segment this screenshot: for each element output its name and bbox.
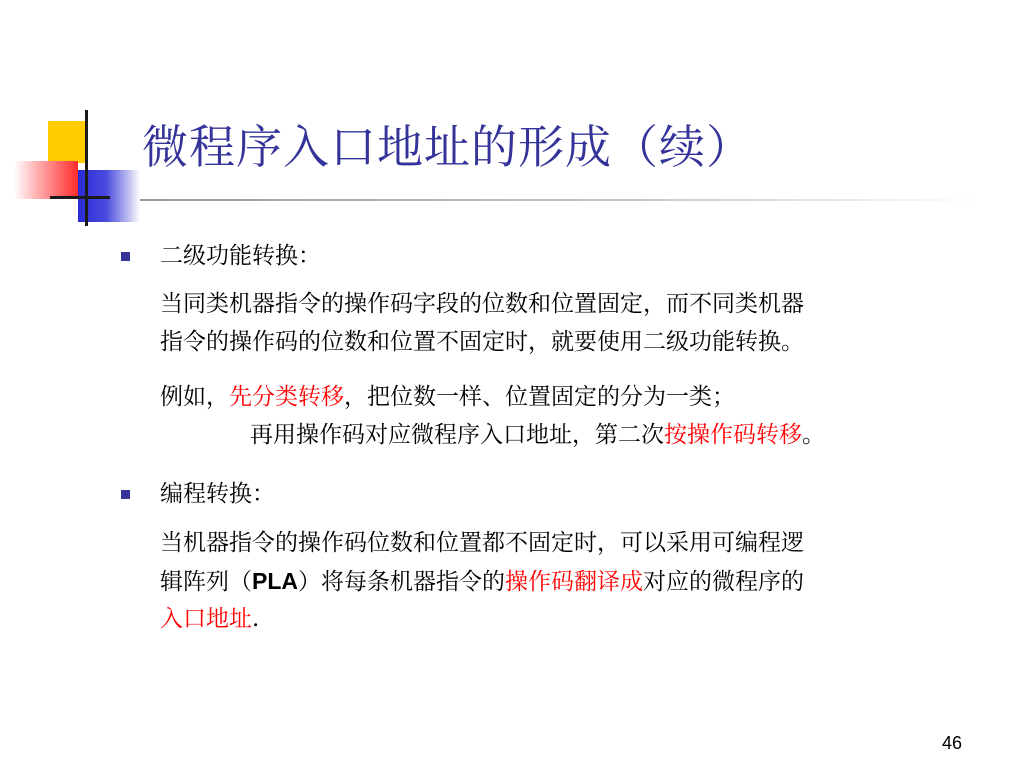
section1-para1-line1: 当同类机器指令的操作码字段的位数和位置固定，而不同类机器	[160, 291, 804, 317]
para2-line2-prefix: 再用操作码对应微程序入口地址，第二次	[250, 422, 664, 448]
page-number: 46	[941, 733, 962, 753]
emphasis-entry-address: 入口地址	[160, 606, 252, 632]
section1-para2-line1	[160, 380, 735, 414]
section2-line3	[160, 602, 259, 636]
horizontal-line	[50, 196, 110, 199]
line2-suffix: 对应的微程序的	[643, 569, 804, 595]
section1-para2-line2	[250, 418, 825, 452]
para2-text-prefix: 例如，	[160, 384, 229, 410]
title-underline	[140, 199, 980, 201]
line3-end: .	[252, 606, 260, 632]
slide-title: 微程序入口地址的形成（续）	[142, 120, 753, 174]
emphasis-first-branch: 先分类转移	[229, 384, 344, 410]
yellow-square	[48, 121, 88, 163]
section1-para1-line2: 指令的操作码的位数和位置不固定时，就要使用二级功能转换。	[160, 329, 804, 355]
title-decoration	[0, 0, 140, 240]
pla-label: PLA	[252, 568, 298, 594]
line2-mid: ）将每条机器指令的	[298, 569, 505, 595]
bullet-icon	[121, 252, 130, 261]
bullet-icon	[121, 490, 130, 499]
emphasis-opcode-branch: 按操作码转移	[664, 422, 802, 448]
section1-heading: 二级功能转换：	[160, 243, 321, 269]
section2-heading: 编程转换：	[160, 481, 275, 507]
line2-prefix: 辑阵列（	[160, 569, 252, 595]
section2-line2	[160, 564, 804, 599]
section2-line1: 当机器指令的操作码位数和位置都不固定时，可以采用可编程逻	[160, 530, 804, 556]
vertical-line	[85, 110, 88, 226]
para2-text-suffix: ，把位数一样、位置固定的分为一类；	[344, 384, 735, 410]
red-gradient-square	[14, 161, 78, 199]
para2-line2-suffix: 。	[802, 422, 825, 448]
emphasis-opcode-translate: 操作码翻译成	[505, 569, 643, 595]
